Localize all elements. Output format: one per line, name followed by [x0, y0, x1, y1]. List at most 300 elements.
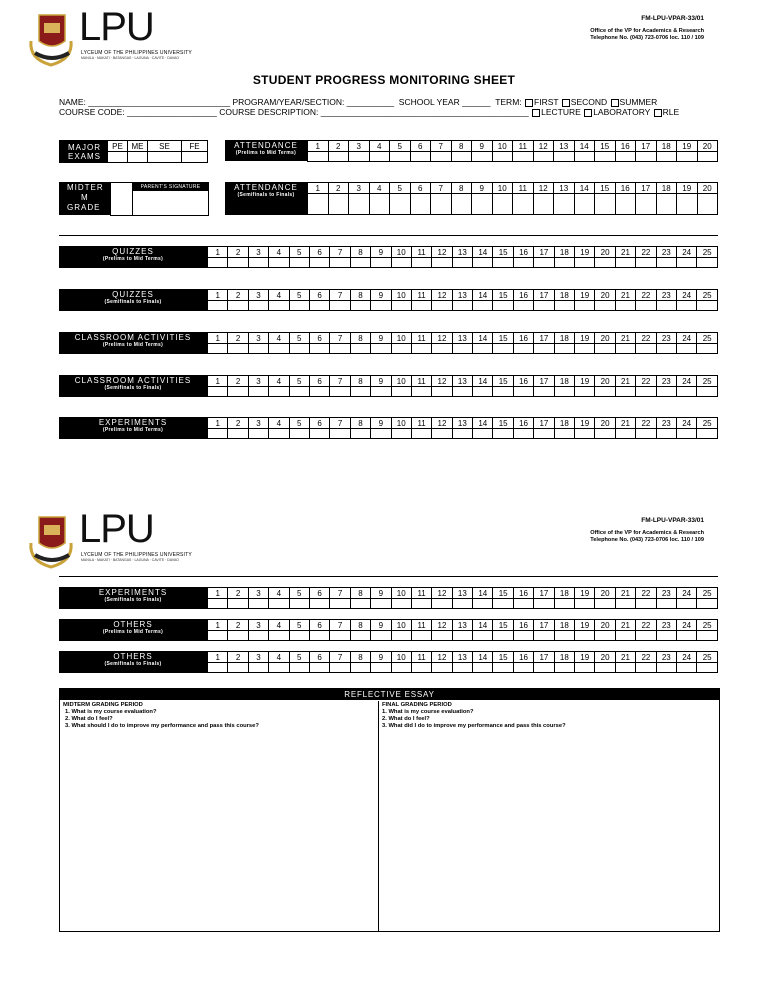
score-cell[interactable] [452, 258, 472, 268]
score-cell[interactable] [554, 152, 575, 162]
score-cell[interactable] [636, 152, 657, 162]
score-cell[interactable] [636, 631, 656, 641]
score-cell[interactable] [636, 387, 656, 397]
score-cell[interactable] [432, 344, 452, 354]
score-cell[interactable] [615, 631, 635, 641]
score-cell[interactable] [473, 429, 493, 439]
score-cell[interactable] [636, 301, 656, 311]
score-cell[interactable] [350, 344, 370, 354]
column-number: 12 [432, 333, 452, 344]
score-cell[interactable] [636, 599, 656, 609]
score-cell[interactable] [350, 301, 370, 311]
score-cell[interactable] [554, 301, 574, 311]
score-cell[interactable] [411, 258, 431, 268]
score-cell[interactable] [676, 344, 696, 354]
score-cell[interactable] [615, 152, 636, 162]
score-cell[interactable] [269, 387, 289, 397]
column-number: 23 [656, 418, 676, 429]
score-cell[interactable] [269, 344, 289, 354]
column-number: 13 [554, 141, 575, 152]
score-cell[interactable] [595, 599, 615, 609]
score-cell[interactable] [369, 194, 390, 215]
score-cell[interactable] [473, 344, 493, 354]
term-summer-checkbox[interactable] [611, 99, 619, 107]
score-cell[interactable] [574, 194, 595, 215]
column-number: 9 [371, 247, 391, 258]
score-cell[interactable] [534, 344, 554, 354]
score-cell[interactable] [228, 663, 248, 673]
score-cell[interactable] [473, 631, 493, 641]
score-cell[interactable] [493, 387, 513, 397]
column-number: 19 [575, 620, 595, 631]
score-cell[interactable] [228, 387, 248, 397]
score-cell[interactable] [330, 301, 350, 311]
score-cell[interactable] [248, 258, 268, 268]
score-cell[interactable] [554, 258, 574, 268]
score-cell[interactable] [248, 599, 268, 609]
column-number: 14 [473, 418, 493, 429]
score-cell[interactable] [656, 599, 676, 609]
score-cell[interactable] [493, 631, 513, 641]
score-cell[interactable] [350, 429, 370, 439]
score-cell[interactable] [309, 258, 329, 268]
column-number: 8 [350, 290, 370, 301]
score-cell[interactable] [452, 599, 472, 609]
score-cell[interactable] [289, 663, 309, 673]
score-cell[interactable] [697, 344, 718, 354]
score-cell[interactable] [533, 194, 554, 215]
column-number: 25 [697, 418, 718, 429]
score-cell[interactable] [411, 387, 431, 397]
score-cell[interactable] [330, 258, 350, 268]
score-cell[interactable] [534, 258, 554, 268]
score-cell[interactable] [452, 344, 472, 354]
me-score-cell[interactable] [128, 152, 148, 163]
score-cell[interactable] [534, 301, 554, 311]
score-cell[interactable] [309, 631, 329, 641]
column-number: 19 [575, 652, 595, 663]
score-cell[interactable] [615, 258, 635, 268]
score-cell[interactable] [328, 194, 349, 215]
score-cell[interactable] [554, 387, 574, 397]
score-cell[interactable] [595, 258, 615, 268]
score-cell[interactable] [472, 152, 493, 162]
score-cell[interactable] [595, 663, 615, 673]
score-cell[interactable] [615, 387, 635, 397]
score-cell[interactable] [330, 387, 350, 397]
score-cell[interactable] [636, 429, 656, 439]
column-number: 1 [208, 247, 228, 258]
score-cell[interactable] [473, 663, 493, 673]
score-cell[interactable] [350, 599, 370, 609]
score-cell[interactable] [451, 152, 472, 162]
score-cell[interactable] [289, 301, 309, 311]
score-cell[interactable] [575, 663, 595, 673]
score-cell[interactable] [473, 387, 493, 397]
score-cell[interactable] [432, 258, 452, 268]
score-cell[interactable] [595, 429, 615, 439]
midterm-grade-cell[interactable] [110, 182, 133, 216]
attendance-prelims-midterms-label: ATTENDANCE (Prelims to Mid Terms) [225, 140, 307, 161]
score-cell[interactable] [391, 429, 411, 439]
score-cell[interactable] [269, 599, 289, 609]
score-cell[interactable] [350, 663, 370, 673]
score-cell[interactable] [208, 631, 228, 641]
score-cell[interactable] [534, 663, 554, 673]
score-cell[interactable] [391, 599, 411, 609]
score-cell[interactable] [411, 344, 431, 354]
score-cell[interactable] [697, 631, 718, 641]
score-cell[interactable] [289, 631, 309, 641]
score-cell[interactable] [615, 663, 635, 673]
score-cell[interactable] [473, 258, 493, 268]
score-cell[interactable] [309, 663, 329, 673]
score-cell[interactable] [492, 194, 513, 215]
score-cell[interactable] [390, 194, 411, 215]
score-cell[interactable] [656, 301, 676, 311]
column-number: 9 [371, 376, 391, 387]
score-cell[interactable] [533, 152, 554, 162]
score-cell[interactable] [289, 599, 309, 609]
score-cell[interactable] [451, 194, 472, 215]
score-cell[interactable] [391, 631, 411, 641]
score-cell[interactable] [595, 301, 615, 311]
score-cell[interactable] [350, 258, 370, 268]
score-cell[interactable] [676, 631, 696, 641]
score-cell[interactable] [575, 387, 595, 397]
score-cell[interactable] [473, 599, 493, 609]
midterm-q2: 2. What do I feel? [65, 716, 113, 722]
column-number: 6 [309, 247, 329, 258]
column-number: 7 [330, 652, 350, 663]
score-cell[interactable] [595, 194, 616, 215]
score-cell[interactable] [656, 663, 676, 673]
score-cell[interactable] [513, 663, 533, 673]
score-cell[interactable] [208, 301, 228, 311]
score-cell[interactable] [248, 301, 268, 311]
score-cell[interactable] [575, 301, 595, 311]
score-cell[interactable] [676, 301, 696, 311]
score-cell[interactable] [391, 387, 411, 397]
score-cell[interactable] [208, 258, 228, 268]
reflective-essay-box [59, 688, 720, 932]
score-cell[interactable] [575, 344, 595, 354]
pe-score-cell[interactable] [108, 152, 128, 163]
score-cell[interactable] [636, 344, 656, 354]
score-cell[interactable] [390, 152, 411, 162]
score-cell[interactable] [248, 631, 268, 641]
column-number: 7 [330, 333, 350, 344]
score-cell[interactable] [309, 599, 329, 609]
score-cell[interactable] [269, 663, 289, 673]
score-cell[interactable] [554, 599, 574, 609]
score-cell[interactable] [697, 301, 718, 311]
score-cell[interactable] [615, 599, 635, 609]
score-cell[interactable] [289, 258, 309, 268]
score-cell[interactable] [676, 387, 696, 397]
score-cell[interactable] [677, 194, 698, 215]
score-cell[interactable] [328, 152, 349, 162]
term-first-checkbox[interactable] [525, 99, 533, 107]
score-cell[interactable] [371, 663, 391, 673]
score-cell[interactable] [411, 599, 431, 609]
score-cell[interactable] [677, 152, 698, 162]
section-p2-0-grid [207, 587, 718, 609]
term-label: TERM: [495, 97, 522, 107]
score-cell[interactable] [432, 387, 452, 397]
score-cell[interactable] [410, 194, 431, 215]
score-cell[interactable] [309, 344, 329, 354]
score-cell[interactable] [493, 429, 513, 439]
score-cell[interactable] [554, 429, 574, 439]
score-cell[interactable] [391, 258, 411, 268]
term-second-checkbox[interactable] [562, 99, 570, 107]
score-cell[interactable] [349, 194, 370, 215]
score-cell[interactable] [595, 344, 615, 354]
score-cell[interactable] [309, 387, 329, 397]
score-cell[interactable] [371, 631, 391, 641]
score-cell[interactable] [595, 387, 615, 397]
score-cell[interactable] [228, 258, 248, 268]
section-divider [59, 235, 718, 236]
score-cell[interactable] [391, 301, 411, 311]
score-cell[interactable] [371, 258, 391, 268]
score-cell[interactable] [656, 152, 677, 162]
score-cell[interactable] [697, 663, 718, 673]
column-number: 12 [432, 418, 452, 429]
score-cell[interactable] [410, 152, 431, 162]
score-cell[interactable] [228, 631, 248, 641]
score-cell[interactable] [228, 301, 248, 311]
score-cell[interactable] [371, 429, 391, 439]
score-cell[interactable] [452, 429, 472, 439]
column-number: 17 [534, 247, 554, 258]
school-year-field[interactable]: SCHOOL YEAR ______ [398, 97, 491, 107]
score-cell[interactable] [697, 258, 718, 268]
score-cell[interactable] [208, 387, 228, 397]
score-cell[interactable] [432, 663, 452, 673]
page-title: STUDENT PROGRESS MONITORING SHEET [252, 73, 516, 87]
score-cell[interactable] [615, 429, 635, 439]
score-cell[interactable] [411, 301, 431, 311]
score-cell[interactable] [248, 429, 268, 439]
score-cell[interactable] [349, 152, 370, 162]
final-essay-area[interactable] [379, 701, 715, 931]
score-cell[interactable] [330, 663, 350, 673]
column-number: 15 [595, 141, 616, 152]
score-cell[interactable] [452, 301, 472, 311]
se-score-cell[interactable] [148, 152, 182, 163]
score-cell[interactable] [432, 631, 452, 641]
score-cell[interactable] [534, 387, 554, 397]
score-cell[interactable] [534, 631, 554, 641]
column-number: 11 [411, 333, 431, 344]
score-cell[interactable] [513, 429, 533, 439]
score-cell[interactable] [391, 663, 411, 673]
column-number: 1 [208, 376, 228, 387]
score-cell[interactable] [208, 344, 228, 354]
score-cell[interactable] [513, 152, 534, 162]
course-description-field[interactable]: COURSE DESCRIPTION: ____________________________________________ [219, 107, 529, 117]
score-cell[interactable] [228, 599, 248, 609]
score-cell[interactable] [350, 631, 370, 641]
score-cell[interactable] [636, 194, 657, 215]
name-field[interactable]: NAME: ______________________________ [59, 97, 233, 107]
score-cell[interactable] [493, 663, 513, 673]
score-cell[interactable] [656, 344, 676, 354]
score-cell[interactable] [615, 301, 635, 311]
score-cell[interactable] [636, 663, 656, 673]
fe-score-cell[interactable] [182, 152, 208, 163]
score-cell[interactable] [208, 599, 228, 609]
column-number: 10 [391, 376, 411, 387]
score-cell[interactable] [208, 663, 228, 673]
score-cell[interactable] [369, 152, 390, 162]
score-cell[interactable] [575, 429, 595, 439]
column-number: 22 [636, 333, 656, 344]
score-cell[interactable] [656, 631, 676, 641]
score-cell[interactable] [656, 387, 676, 397]
score-cell[interactable] [371, 344, 391, 354]
score-cell[interactable] [575, 599, 595, 609]
column-number: 3 [248, 247, 268, 258]
laboratory-checkbox[interactable] [584, 109, 592, 117]
score-cell[interactable] [513, 599, 533, 609]
score-cell[interactable] [228, 344, 248, 354]
score-cell[interactable] [248, 344, 268, 354]
score-cell[interactable] [411, 429, 431, 439]
score-cell[interactable] [534, 599, 554, 609]
score-cell[interactable] [431, 194, 452, 215]
score-cell[interactable] [473, 301, 493, 311]
score-cell[interactable] [554, 663, 574, 673]
score-cell[interactable] [513, 344, 533, 354]
score-cell[interactable] [697, 152, 718, 162]
score-cell[interactable] [697, 194, 718, 215]
score-cell[interactable] [615, 194, 636, 215]
section-p1-4-label: EXPERIMENTS (Prelims to Mid Terms) [59, 417, 207, 439]
score-cell[interactable] [330, 599, 350, 609]
score-cell[interactable] [308, 194, 329, 215]
course-code-field[interactable]: COURSE CODE: ___________________ [59, 107, 217, 117]
score-cell[interactable] [411, 631, 431, 641]
score-cell[interactable] [269, 301, 289, 311]
score-cell[interactable] [391, 344, 411, 354]
score-cell[interactable] [289, 344, 309, 354]
column-number: 8 [350, 620, 370, 631]
score-cell[interactable] [676, 429, 696, 439]
score-cell[interactable] [269, 429, 289, 439]
parents-signature-box[interactable] [132, 182, 209, 216]
score-cell[interactable] [330, 344, 350, 354]
score-cell[interactable] [248, 387, 268, 397]
score-cell[interactable] [595, 152, 616, 162]
score-cell[interactable] [228, 429, 248, 439]
score-cell[interactable] [697, 429, 718, 439]
column-number: 20 [595, 588, 615, 599]
score-cell[interactable] [574, 152, 595, 162]
final-heading: FINAL GRADING PERIOD [382, 702, 452, 708]
section-p2-1-grid [207, 619, 718, 641]
score-cell[interactable] [554, 631, 574, 641]
score-cell[interactable] [371, 387, 391, 397]
score-cell[interactable] [308, 152, 329, 162]
lecture-checkbox[interactable] [532, 109, 540, 117]
program-field[interactable]: PROGRAM/YEAR/SECTION: __________ [232, 97, 395, 107]
section-p1-2-grid [207, 332, 718, 354]
score-cell[interactable] [534, 429, 554, 439]
score-cell[interactable] [371, 599, 391, 609]
column-number: 14 [574, 183, 595, 194]
score-cell[interactable] [595, 631, 615, 641]
midterm-essay-area[interactable] [60, 701, 378, 931]
score-cell[interactable] [636, 258, 656, 268]
score-cell[interactable] [493, 599, 513, 609]
score-cell[interactable] [492, 152, 513, 162]
score-cell[interactable] [432, 301, 452, 311]
score-cell[interactable] [554, 344, 574, 354]
score-cell[interactable] [452, 663, 472, 673]
score-cell[interactable] [493, 344, 513, 354]
score-cell[interactable] [697, 387, 718, 397]
rle-checkbox[interactable] [654, 109, 662, 117]
score-cell[interactable] [493, 258, 513, 268]
score-cell[interactable] [330, 631, 350, 641]
column-number: 25 [697, 247, 718, 258]
score-cell[interactable] [575, 258, 595, 268]
score-cell[interactable] [676, 599, 696, 609]
score-cell[interactable] [411, 663, 431, 673]
score-cell[interactable] [513, 258, 533, 268]
score-cell[interactable] [330, 429, 350, 439]
column-number: 25 [697, 333, 718, 344]
column-number: 12 [432, 290, 452, 301]
score-cell[interactable] [676, 663, 696, 673]
score-cell[interactable] [371, 301, 391, 311]
score-cell[interactable] [432, 429, 452, 439]
score-cell[interactable] [269, 258, 289, 268]
score-cell[interactable] [493, 301, 513, 311]
score-cell[interactable] [656, 429, 676, 439]
score-cell[interactable] [452, 387, 472, 397]
score-cell[interactable] [309, 429, 329, 439]
score-cell[interactable] [554, 194, 575, 215]
score-cell[interactable] [575, 631, 595, 641]
score-cell[interactable] [513, 301, 533, 311]
score-cell[interactable] [248, 663, 268, 673]
score-cell[interactable] [513, 631, 533, 641]
score-cell[interactable] [208, 429, 228, 439]
score-cell[interactable] [432, 599, 452, 609]
score-cell[interactable] [350, 387, 370, 397]
score-cell[interactable] [309, 301, 329, 311]
score-cell[interactable] [431, 152, 452, 162]
score-cell[interactable] [289, 429, 309, 439]
score-cell[interactable] [452, 631, 472, 641]
score-cell[interactable] [615, 344, 635, 354]
score-cell[interactable] [656, 258, 676, 268]
score-cell[interactable] [513, 387, 533, 397]
score-cell[interactable] [472, 194, 493, 215]
score-cell[interactable] [289, 387, 309, 397]
score-cell[interactable] [697, 599, 718, 609]
pe-header: PE [108, 141, 128, 152]
score-cell[interactable] [676, 258, 696, 268]
score-cell[interactable] [656, 194, 677, 215]
score-cell[interactable] [269, 631, 289, 641]
column-number: 8 [350, 652, 370, 663]
score-cell[interactable] [513, 194, 534, 215]
